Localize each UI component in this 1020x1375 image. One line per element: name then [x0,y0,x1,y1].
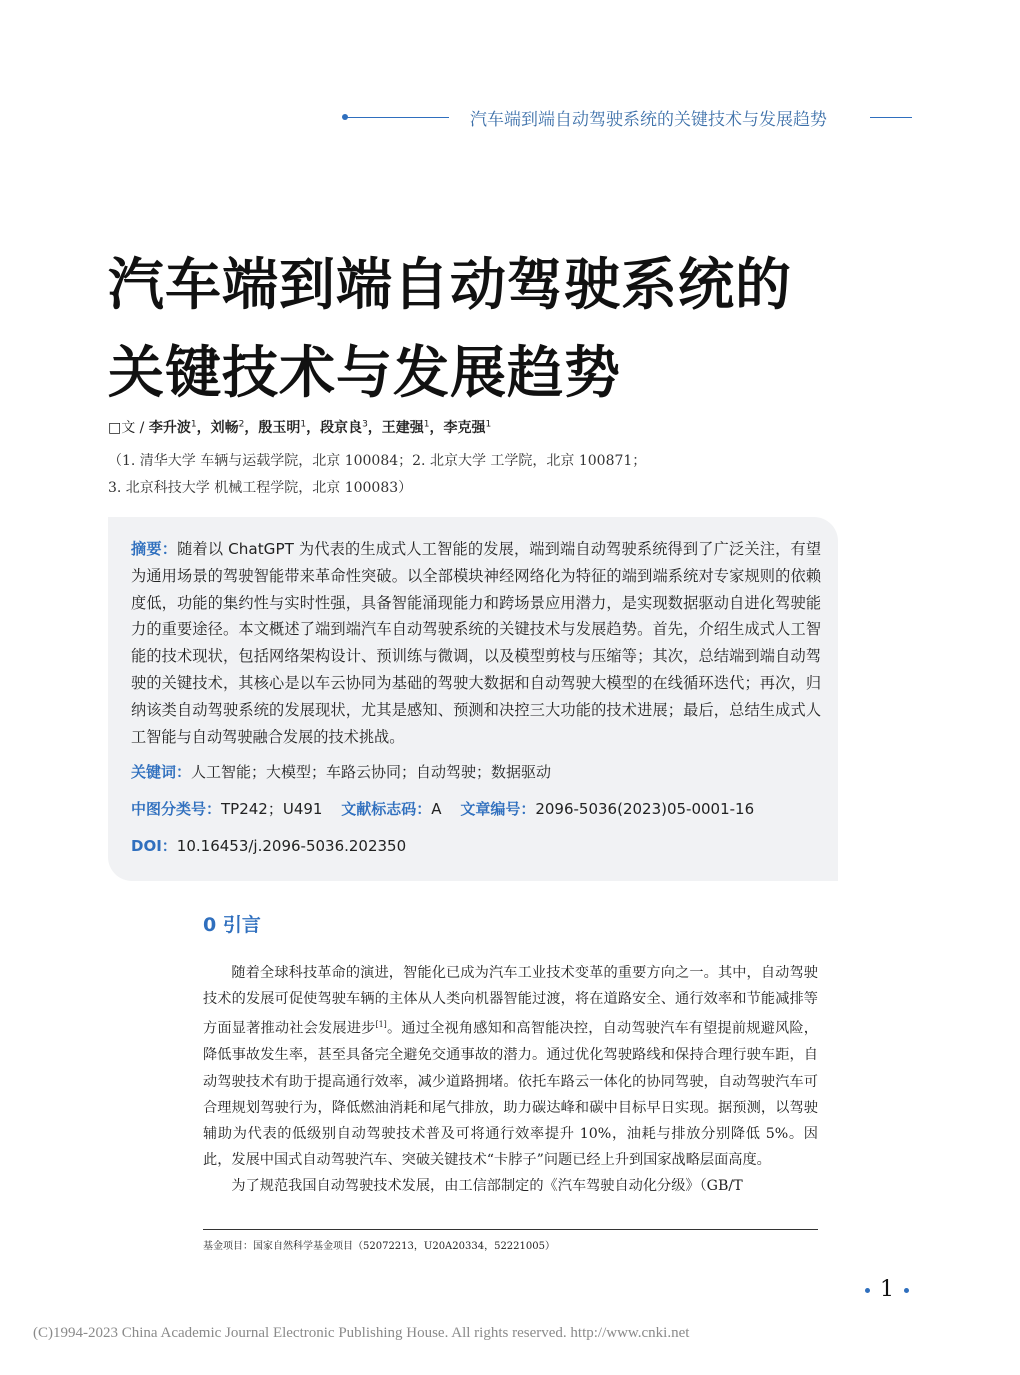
author-line: □文 / 李升波$^1$，刘畅$^2$，殷玉明$^1$，段京良$^3$，王建强$^1$，李克强$^1$ [108,419,492,436]
article-title-line1: 汽车端到端自动驾驶系统的 [108,253,792,318]
citation-ref[interactable]: [1] [375,1020,387,1030]
affiliation-line-2: 3. 北京科技大学 机械工程学院，北京 100083） [108,480,413,496]
affiliation-line-1: （1. 清华大学 车辆与运载学院，北京 100084；2. 北京大学 工学院，北京 100871； [108,453,647,469]
article-title-line2: 关键技术与发展趋势 [108,341,621,406]
article-number-value: 2096-5036(2023)05-0001-16 [535,800,755,818]
author-affil-sup: 1 [423,419,430,430]
author-name: 刘畅 [210,420,239,436]
doi-line [131,835,406,856]
doc-code-label: 文献标志码： [341,800,432,818]
page-dot-icon [904,1288,909,1293]
doi-label: DOI： [131,837,177,855]
body-text [203,960,818,1200]
author-affil-sup: 2 [238,419,245,430]
doi-value: 10.16453/j.2096-5036.202350 [176,837,407,855]
author-name: 李升波 [148,420,191,436]
clc-label: 中图分类号： [131,800,222,818]
article-title [108,242,868,418]
running-title: 汽车端到端自动驾驶系统的关键技术与发展趋势 [470,110,827,130]
section-heading-intro: 0 引言 [203,914,261,936]
header-rule-left [345,117,449,118]
body-paragraph-1 [203,960,818,1173]
classification-line [131,798,754,819]
author-affil-sup: 1 [485,419,492,430]
header-rule-right [870,117,912,118]
article-number-label: 文章编号： [460,800,536,818]
author-name: 李克强 [443,420,486,436]
page-number [855,1277,919,1302]
footnote-rule [203,1229,818,1230]
author-affil-sup: 3 [362,419,368,430]
doc-code-value: A [431,800,442,818]
keywords-value: 人工智能；大模型；车路云协同；自动驾驶；数据驱动 [191,763,552,781]
body-paragraph-1-part-b: 。通过全视角感知和高智能决控，自动驾驶汽车有望提前规避风险，降低事故发生率，甚至具备完全避免交通事故的潜力。通过优化驾驶路线和保持合理行驶车距，自动驾驶技术有助于提高通行效率，减少道路拥堵。依托车路云一体化的协同驾驶，自动驾驶汽车可合理规划驾驶行为，降低燃油消耗和尾气排放，助力碳达峰和碳中目标早日实现。据预测，以驾驶辅助为代表的低级别自动驾驶技术普及可将通行效率提升 10%，油耗与排放分别降低 5%。因此，发展中国式自动驾驶汽车、突破关键技术“卡脖子”问题已经上升到国家战略层面高度。 [203,1021,818,1169]
author-name: 段京良 [320,420,363,436]
abstract-label: 摘要： [131,540,178,558]
body-paragraph-2: 为了规范我国自动驾驶技术发展，由工信部制定的《汽车驾驶自动化分级》（GB/T [231,1178,743,1195]
footnote-funding: 基金项目：国家自然科学基金项目（52072213，U20A20334，52221005） [203,1241,555,1252]
author-prefix: □文 / [108,420,145,436]
keywords-label: 关键词： [131,763,192,781]
abstract [131,536,821,750]
author-name: 殷玉明 [258,420,301,436]
author-affil-sup: 1 [190,419,197,430]
author-affil-sup: 1 [300,419,307,430]
abstract-body: 随着以 ChatGPT 为代表的生成式人工智能的发展，端到端自动驾驶系统得到了广泛关注，有望为通用场景的驾驶智能带来革命性突破。以全部模块神经网络化为特征的端到端系统对专家规则的依赖度低，功能的集约性与实时性强，具备智能涌现能力和跨场景应用潜力，是实现数据驱动自进化驾驶能力的重要途径。本文概述了端到端汽车自动驾驶系统的关键技术与发展趋势。首先，介绍生成式人工智能的技术现状，包括网络架构设计、预训练与微调，以及模型剪枝与压缩等；其次，总结端到端自动驾驶的关键技术，其核心是以车云协同为基础的驾驶大数据和自动驾驶大模型的在线循环迭代；再次，归纳该类自动驾驶系统的发展现状，尤其是感知、预测和决控三大功能的技术进展；最后，总结生成式人工智能与自动驾驶融合发展的技术挑战。 [131,540,822,746]
keywords [131,761,551,782]
page-dot-icon [865,1288,870,1293]
copyright-notice: (C)1994-2023 China Academic Journal Electronic Publishing House. All rights reserved. http://www.cnki.net [33,1325,690,1341]
page-number-value: 1 [880,1277,894,1302]
body-paragraph-1-part-a: 随着全球科技革命的演进，智能化已成为汽车工业技术变革的重要方向之一。其中，自动驾驶技术的发展可促使驾驶车辆的主体从人类向机器智能过渡，将在道路安全、通行效率和节能减排等方面显著推动社会发展进步 [203,965,818,1038]
clc-value: TP242；U491 [221,800,323,818]
author-name: 王建强 [381,420,424,436]
